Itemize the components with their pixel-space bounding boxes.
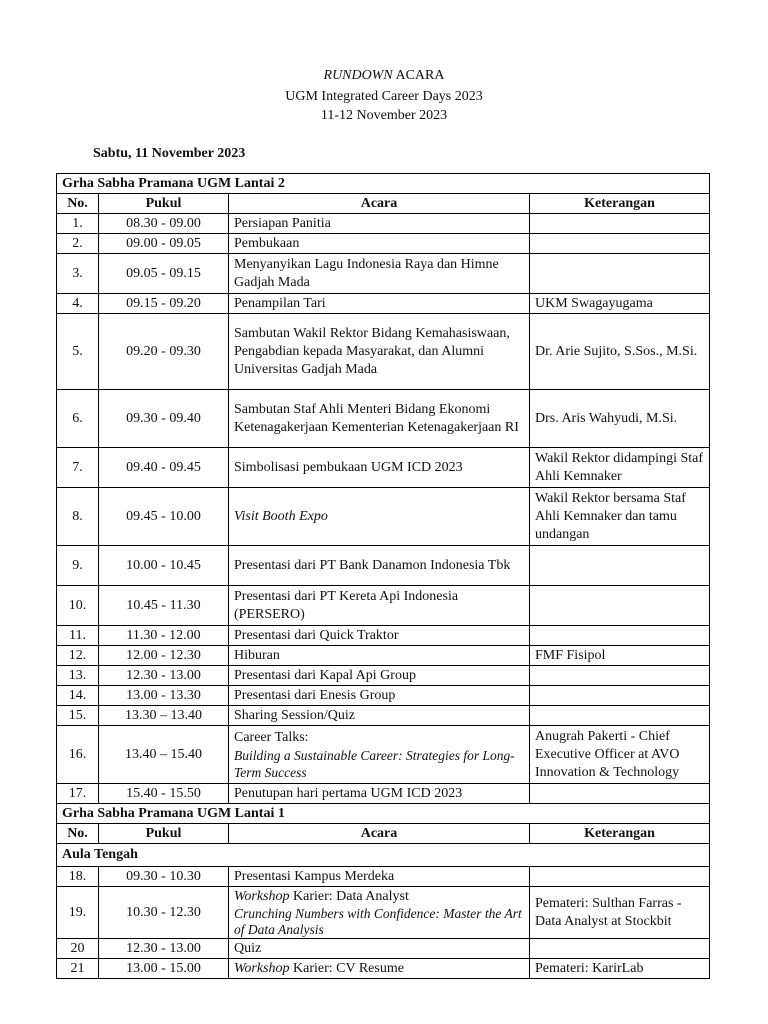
row-time: 10.30 - 12.30 <box>99 887 229 939</box>
row-time: 15.40 - 15.50 <box>99 784 229 804</box>
event-dates: 11-12 November 2023 <box>320 108 448 123</box>
career-talks-label: Career Talks: <box>234 729 309 745</box>
row-no: 3. <box>57 254 99 294</box>
col-note: Keterangan <box>530 194 710 214</box>
row-event: Persiapan Panitia <box>229 214 530 234</box>
row-note <box>530 706 710 726</box>
row-no: 13. <box>57 666 99 686</box>
row-note <box>530 214 710 234</box>
row-time: 13.30 – 13.40 <box>99 706 229 726</box>
row-note: Drs. Aris Wahyudi, M.Si. <box>530 390 710 448</box>
table-row <box>57 867 710 887</box>
row-time: 12.00 - 12.30 <box>99 646 229 666</box>
row-event <box>229 887 530 939</box>
venue-heading: Grha Sabha Pramana UGM Lantai 2 <box>57 174 710 194</box>
table-row <box>57 586 710 626</box>
row-no: 9. <box>57 546 99 586</box>
row-event: Presentasi dari PT Bank Danamon Indonesia Tbk <box>229 546 530 586</box>
table-row <box>57 488 710 546</box>
table-row <box>57 314 710 390</box>
row-time: 10.00 - 10.45 <box>99 546 229 586</box>
table-row <box>57 254 710 294</box>
row-no: 5. <box>57 314 99 390</box>
row-note <box>530 626 710 646</box>
row-event: Sambutan Wakil Rektor Bidang Kemahasiswaan, Pengabdian kepada Masyarakat, dan Alumni Universitas Gadjah Mada <box>229 314 530 390</box>
row-time: 09.40 - 09.45 <box>99 448 229 488</box>
row-event: Sharing Session/Quiz <box>229 706 530 726</box>
row-no: 21 <box>57 959 99 979</box>
row-time: 09.30 - 10.30 <box>99 867 229 887</box>
row-event <box>229 959 530 979</box>
table-row <box>57 784 710 804</box>
workshop-word: Workshop <box>234 960 290 976</box>
row-event: Presentasi dari PT Kereta Api Indonesia (PERSERO) <box>229 586 530 626</box>
row-no: 1. <box>57 214 99 234</box>
row-event: Penampilan Tari <box>229 294 530 314</box>
row-event: Simbolisasi pembukaan UGM ICD 2023 <box>229 448 530 488</box>
table-row <box>57 686 710 706</box>
row-time: 09.45 - 10.00 <box>99 488 229 546</box>
workshop-rest: Karier: CV Resume <box>289 960 404 976</box>
row-event: Presentasi dari Enesis Group <box>229 686 530 706</box>
row-no: 18. <box>57 867 99 887</box>
col-time: Pukul <box>99 824 229 844</box>
row-event: Presentasi dari Kapal Api Group <box>229 666 530 686</box>
row-event <box>229 726 530 784</box>
day-label: Sabtu, 11 November 2023 <box>93 146 246 161</box>
row-note: UKM Swagayugama <box>530 294 710 314</box>
row-event: Pembukaan <box>229 234 530 254</box>
row-time: 09.00 - 09.05 <box>99 234 229 254</box>
row-no: 12. <box>57 646 99 666</box>
row-note: Wakil Rektor didampingi Staf Ahli Kemnaker <box>530 448 710 488</box>
row-note: FMF Fisipol <box>530 646 710 666</box>
row-time: 13.40 – 15.40 <box>99 726 229 784</box>
workshop-rest: Karier: Data Analyst <box>289 888 409 904</box>
table-row <box>57 666 710 686</box>
row-no: 8. <box>57 488 99 546</box>
row-no: 17. <box>57 784 99 804</box>
subvenue-heading: Aula Tengah <box>57 844 710 867</box>
row-time: 09.15 - 09.20 <box>99 294 229 314</box>
table-row <box>57 706 710 726</box>
table-row <box>57 546 710 586</box>
table-row <box>57 448 710 488</box>
table-row <box>57 626 710 646</box>
row-note <box>530 254 710 294</box>
table-row <box>57 294 710 314</box>
row-no: 14. <box>57 686 99 706</box>
row-time: 09.30 - 09.40 <box>99 390 229 448</box>
row-time: 12.30 - 13.00 <box>99 939 229 959</box>
col-time: Pukul <box>99 194 229 214</box>
row-note: Pemateri: Sulthan Farras - Data Analyst at Stockbit <box>530 887 710 939</box>
row-time: 10.45 - 11.30 <box>99 586 229 626</box>
row-note: Anugrah Pakerti - Chief Executive Officer at AVO Innovation & Technology <box>530 726 710 784</box>
table-row <box>57 887 710 939</box>
row-time: 13.00 - 13.30 <box>99 686 229 706</box>
row-note <box>530 686 710 706</box>
row-no: 10. <box>57 586 99 626</box>
table-row <box>57 726 710 784</box>
row-note <box>530 666 710 686</box>
table-row <box>57 214 710 234</box>
document-title <box>0 68 768 84</box>
row-time: 12.30 - 13.00 <box>99 666 229 686</box>
title-rest: ACARA <box>392 68 445 83</box>
row-event: Quiz <box>229 939 530 959</box>
col-no: No. <box>57 194 99 214</box>
row-note <box>530 586 710 626</box>
col-no: No. <box>57 824 99 844</box>
rundown-table <box>56 173 710 979</box>
col-event: Acara <box>229 824 530 844</box>
row-no: 16. <box>57 726 99 784</box>
table-row <box>57 390 710 448</box>
row-time: 09.05 - 09.15 <box>99 254 229 294</box>
table-row <box>57 959 710 979</box>
table-row <box>57 939 710 959</box>
row-event: Penutupan hari pertama UGM ICD 2023 <box>229 784 530 804</box>
row-note <box>530 939 710 959</box>
column-header-row <box>57 824 710 844</box>
row-no: 11. <box>57 626 99 646</box>
row-no: 4. <box>57 294 99 314</box>
row-note <box>530 546 710 586</box>
workshop-title <box>234 888 524 906</box>
workshop-topic: Crunching Numbers with Confidence: Master the Art of Data Analysis <box>234 905 522 937</box>
table-row <box>57 234 710 254</box>
workshop-word: Workshop <box>234 888 290 904</box>
row-event: Hiburan <box>229 646 530 666</box>
row-time: 13.00 - 15.00 <box>99 959 229 979</box>
venue-heading: Grha Sabha Pramana UGM Lantai 1 <box>57 804 710 824</box>
row-note: Wakil Rektor bersama Staf Ahli Kemnaker dan tamu undangan <box>530 488 710 546</box>
row-no: 7. <box>57 448 99 488</box>
row-event: Sambutan Staf Ahli Menteri Bidang Ekonomi Ketenagakerjaan Kementerian Ketenagakerjaan RI <box>229 390 530 448</box>
row-event: Menyanyikan Lagu Indonesia Raya dan Himne Gadjah Mada <box>229 254 530 294</box>
table-row <box>57 646 710 666</box>
col-event: Acara <box>229 194 530 214</box>
row-no: 2. <box>57 234 99 254</box>
row-no: 15. <box>57 706 99 726</box>
row-event: Presentasi Kampus Merdeka <box>229 867 530 887</box>
row-time: 08.30 - 09.00 <box>99 214 229 234</box>
row-no: 20 <box>57 939 99 959</box>
col-note: Keterangan <box>530 824 710 844</box>
row-no: 19. <box>57 887 99 939</box>
row-no: 6. <box>57 390 99 448</box>
career-talks-topic: Building a Sustainable Career: Strategies for Long-Term Success <box>234 747 515 780</box>
row-note: Dr. Arie Sujito, S.Sos., M.Si. <box>530 314 710 390</box>
row-note <box>530 784 710 804</box>
row-note <box>530 234 710 254</box>
row-event: Presentasi dari Quick Traktor <box>229 626 530 646</box>
title-italic: RUNDOWN <box>323 68 393 83</box>
column-header-row <box>57 194 710 214</box>
row-event: Visit Booth Expo <box>229 488 530 546</box>
row-note: Pemateri: KarirLab <box>530 959 710 979</box>
row-time: 11.30 - 12.00 <box>99 626 229 646</box>
row-time: 09.20 - 09.30 <box>99 314 229 390</box>
event-name: UGM Integrated Career Days 2023 <box>285 89 483 104</box>
row-note <box>530 867 710 887</box>
